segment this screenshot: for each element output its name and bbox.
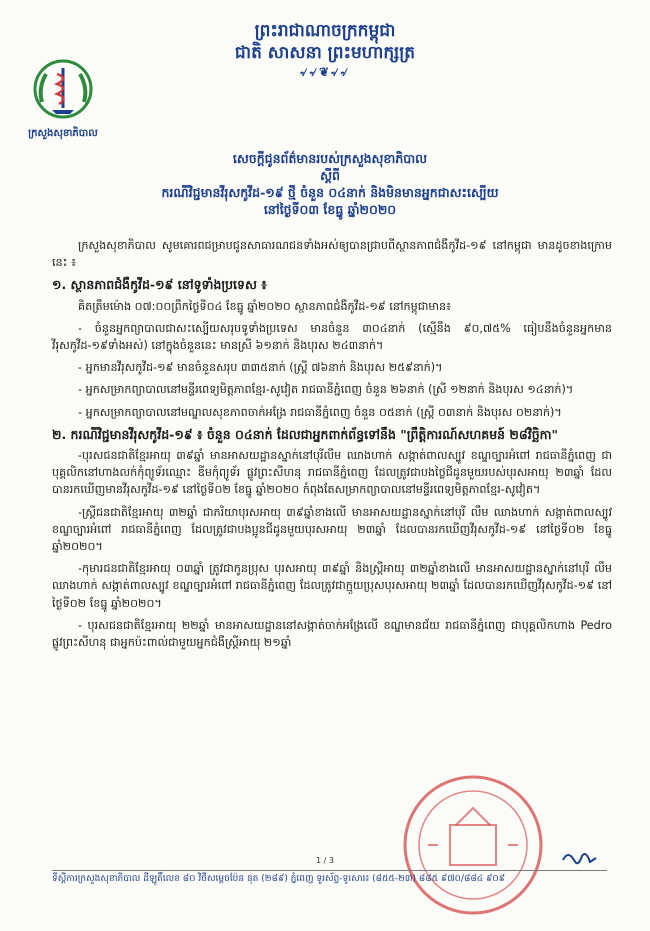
footer-address: ទីស្តីការក្រសួងសុខាភិបាល ដីឡូតិ៍លេខ ៨០ វិថីសម្តេចប៉ែន នុត (២៨៩) ភ្នំពេញ ទូរស័ព្ទ-ទូរសារ៖ (៨៥៥-២៣) ៨៨៥ ៩៧០/៨៨៤ ៩០៩ [52,874,506,884]
official-seal-stamp [398,770,548,920]
section-1-lead: គិតត្រឹមម៉ោង ០៧:០០ព្រឹកថ្ងៃទី០៤ ខែធ្នូ ឆ្នាំ២០២០ ស្ថានភាពជំងឺកូវីដ-១៩ នៅកម្ពុជាមាន៖ [78,299,452,313]
title-line-1: សេចក្តីជូនព័ត៌មានរបស់ក្រសួងសុខាភិបាល [232,151,428,166]
document-body [52,237,612,656]
ministry-label: ក្រសួងសុខាភិបាល [28,128,98,139]
section-1-total-cases: - អ្នកមានវីរុសកូវីដ-១៩ មានចំនួនសរុប ៣៣៥នាក់ (ស្រ្តី ៧៦នាក់ និងបុរស ២៥៩នាក់)។ [78,361,443,375]
announcement-title [90,150,570,218]
case-3-paragraph: -កុមារជនជាតិខ្មែរអាយុ ០៣ឆ្នាំ ត្រូវជាកូនប្រុស បុរសអាយុ ៣៩ឆ្នាំ និងស្ត្រីអាយុ ៣២ឆ្នាំខាងលើ មានអាសយដ្ឋានស្នាក់នៅបុរី លឹម ឈាងហាក់ សង្កាត់ពាលស្បូវ ខណ្ឌច្បារអំពៅ រាជធានីភ្នំពេញ ដែលត្រូវជាក្មួយប្រុសបុរសអាយុ ២៣ឆ្នាំ ដែលបានរកឃើញវីរុសកូវីដ-១៩ នៅថ្ងៃទី០២ ខែធ្នូ ឆ្នាំ២០២០។ [52,562,612,610]
footer-divider [52,870,607,871]
ministry-emblem-icon [32,58,94,120]
title-line-2: ស្តីពី [320,168,340,183]
case-1-paragraph: -បុរសជនជាតិខ្មែរអាយុ ៣៩ឆ្នាំ មានអាសយដ្ឋានស្នាក់នៅបុរីលឹម ឈាងហាក់ សង្កាត់ពាលស្បូវ ខណ្ឌច្បារអំពៅ រាជធានីភ្នំពេញ ជាបុគ្គលិកនៅហាងលក់កុំព្យូទ័រឈ្មោះ ឌីមកុំព្យូទ័រ ផ្លូវព្រះសីហនុ រាជធានីភ្នំពេញ ដែលត្រូវជាបងថ្លៃជីដូនមួយរបស់បុរសអាយុ ២៣ឆ្នាំ ដែលបានរកឃើញមានវីរុសកូវីដ-១៩ នៅថ្ងៃទី០២ ខែធ្នូ ឆ្នាំ២០២០ កំពុងតែសម្រាកព្យាបាលនៅមន្ទីរពេទ្យមិត្តភាពខ្មែរ-សូវៀត។ [52,449,612,497]
page-number: 1 / 3 [316,856,334,865]
section-1-heading: ១. ស្ថានភាពជំងឺកូវីដ-១៩ នៅទូទាំងប្រទេស ៖ [52,277,267,293]
kingdom-motto: ជាតិ សាសនា ព្រះមហាក្សត្រ [234,43,416,63]
title-line-4: នៅថ្ងៃទី០៣ ខែធ្នូ ឆ្នាំ២០២០ [263,202,397,217]
title-line-3: ករណីវិជ្ជមានវីរុសកូវីដ-១៩ ថ្មី ចំនួន ០៤នាក់ និងមិនមានអ្នកជាសះស្បើយ [161,185,499,200]
section-2-heading: ២. ករណីវិជ្ជមានវីរុសកូវីដ-១៩ ៖ ចំនួន ០៤នាក់ ដែលជាអ្នកពាក់ព័ន្ធទៅនឹង "ព្រឹត្តិការណ៍សហគមន៍ ២៨វិច្ឆិកា" [52,426,559,442]
case-2-paragraph: -ស្ត្រីជនជាតិខ្មែរអាយុ ៣២ឆ្នាំ ជាភរិយាបុរសអាយុ ៣៩ឆ្នាំខាងលើ មានអាសយដ្ឋានស្នាក់នៅបុរី លឹម ឈាងហាក់ សង្កាត់ពាលស្បូវ ខណ្ឌច្បារអំពៅ រាជធានីភ្នំពេញ ដែលត្រូវជាបងប្អូនជីដូនមួយបុរសអាយុ ២៣ឆ្នាំ ដែលបានរកឃើញវីរុសកូវីដ-១៩ នៅថ្ងៃទី០២ ខែធ្នូ ឆ្នាំ២០២០។ [52,505,612,554]
kingdom-name: ព្រះរាជាណាចក្រកម្ពុជា [254,21,396,41]
section-1-hospital-soviet: - អ្នកសម្រាកព្យាបាលនៅមន្ទីរពេទ្យមិត្តភាពខ្មែរ-សូវៀត រាជធានីភ្នំពេញ ចំនួន ២៦នាក់ (ស្រី ១២នាក់ និងបុរស ១៤នាក់)។ [78,383,574,397]
intro-paragraph: ក្រសួងសុខាភិបាល សូមគោរពជម្រាបជូនសាធារណជនទាំងអស់ឲ្យបានជ្រាបពីស្ថានភាពជំងឺកូវីដ-១៩ នៅកម្ពុជា មានដូចខាងក្រោមនេះ ៖ [52,239,612,270]
section-1-health-center: - អ្នកសម្រាកព្យាបាលនៅមណ្ឌលសុខភាពចាក់អង្រែ រាជធានីភ្នំពេញ ចំនួន ០៥នាក់ (ស្រ្តី ០៣នាក់ និងបុរស ០២នាក់)។ [78,405,562,419]
section-1-recovered: - ចំនួនអ្នកព្យាបាលជាសះស្បើយសរុបទូទាំងប្រទេស មានចំនួន ៣០៤នាក់ (ស្មើនឹង ៩០,៧៥% ធៀបនឹងចំនួនអ្នកមានវីរុសកូវីដ-១៩ទាំងអស់) នៅក្នុងចំនួននេះ មានស្រី ៦១នាក់ និងបុរស ២៤៣នាក់។ [52,321,612,353]
ornament-divider: ৵৵❦৵৵ [300,65,350,79]
ministry-logo [26,58,100,141]
case-4-paragraph: - បុរសជនជាតិខ្មែរអាយុ ២២ឆ្នាំ មានអាសយដ្ឋាននៅសង្កាត់ចាក់អង្រែលើ ខណ្ឌមានជ័យ រាជធានីភ្នំពេញ ជាបុគ្គលិកហាង Pedro ផ្លូវព្រះសីហនុ ជាអ្នកប៉ះពាល់ជាមួយអ្នកជំងឺស្ត្រីអាយុ ២១ឆ្នាំ [52,618,612,650]
